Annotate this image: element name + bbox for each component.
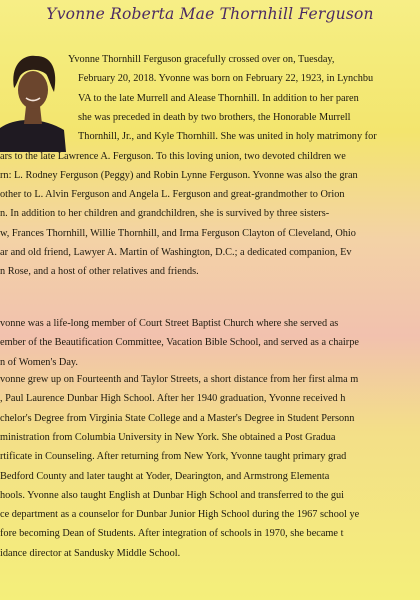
page-title: Yvonne Roberta Mae Thornhill Ferguson [46,5,374,23]
text-line: ar and old friend, Lawyer A. Martin of Washington, D.C.; a dedicated companion, Ev [0,247,352,258]
text-line: n Rose, and a host of other relatives and friends. [0,266,199,278]
text-line: vonne was a life-long member of Court Street Baptist Church where she served as [0,318,339,329]
text-line: she was preceded in death by two brothers, the Honorable Murrell [78,111,351,123]
text-line: hools. Yvonne also taught English at Dunbar High School and transferred to the gui [0,489,345,501]
text-line: Yvonne Thornhill Ferguson gracefully crossed over on, Tuesday, [68,54,335,65]
text-line: other to L. Alvin Ferguson and Angela L. Ferguson and great-grandmother to Orion [0,189,345,201]
text-line: VA to the late Murrell and Alease Thornhill. In addition to her paren [78,92,359,104]
text-line: rn: L. Rodney Ferguson (Peggy) and Robin Lynne Ferguson. Yvonne was also the gran [0,169,358,181]
text-line: w, Frances Thornhill, Willie Thornhill, and Irma Ferguson Clayton of Cleveland, Ohio [0,227,356,239]
text-line: ars to the late Lawrence A. Ferguson. To this loving union, two devoted children we [0,150,346,162]
text-line: n. In addition to her children and grandchildren, she is survived by three sisters- [0,208,330,220]
text-line: February 20, 2018. Yvonne was born on February 22, 1923, in Lynchbu [78,73,374,85]
text-line: n of Women's Day. [0,356,78,368]
text-line: chelor's Degree from Virginia State College and a Master's Degree in Student Personn [0,412,355,424]
text-line: ce department as a counselor for Dunbar Junior High School during the 1967 school ye [0,509,360,521]
text-line: ministration from Columbia University in New York. She obtained a Post Gradua [0,431,336,443]
text-line: Bedford County and later taught at Yoder, Dearington, and Armstrong Elementa [0,470,330,482]
text-line: vonne grew up on Fourteenth and Taylor Streets, a short distance from her first alma m [0,374,359,385]
text-line: fore becoming Dean of Students. After integration of schools in 1970, she became t [0,528,344,540]
text-line: idance director at Sandusky Middle School. [0,547,181,559]
text-line: Thornhill, Jr., and Kyle Thornhill. She was united in holy matrimony for [78,131,377,143]
text-line: , Paul Laurence Dunbar High School. After her 1940 graduation, Yvonne received h [0,393,346,405]
text-line: rtificate in Counseling. After returning from New York, Yvonne taught primary grad [0,451,347,463]
text-line: ember of the Beautification Committee, Vacation Bible School, and served as a chairpe [0,337,359,349]
